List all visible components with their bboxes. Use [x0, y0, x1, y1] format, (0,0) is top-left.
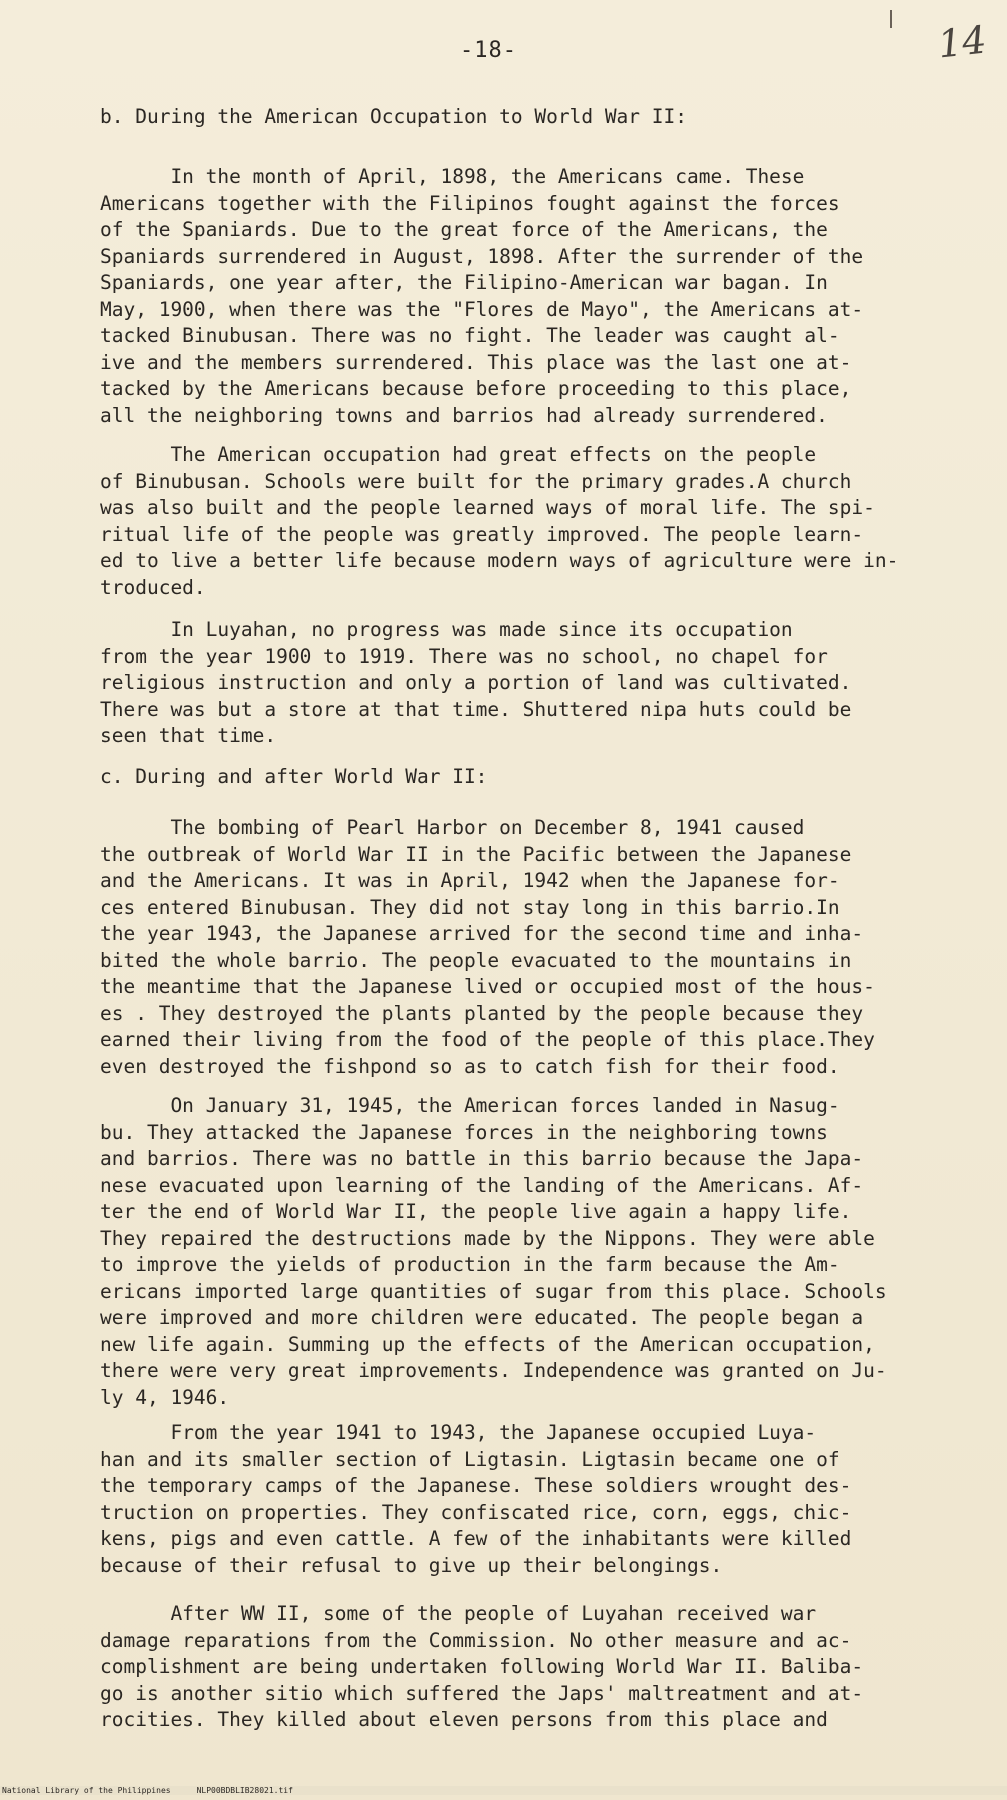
text-line: troduced.	[100, 575, 206, 599]
text-line: truction on properties. They confiscated rice, corn, eggs, chic-	[100, 1500, 852, 1524]
text-line: tacked by the Americans because before proceeding to this place,	[100, 377, 852, 400]
text-line: They repaired the destructions made by the Nippons. They were able	[100, 1226, 875, 1250]
text-line: kens, pigs and even cattle. A few of the inhabitants were killed	[100, 1527, 852, 1550]
text-line: go is another sitio which suffered the Japs' maltreatment and at-	[100, 1681, 864, 1705]
paragraph-american-landing	[100, 1093, 930, 1411]
text-line: to improve the yields of production in the farm because the Am-	[100, 1253, 840, 1276]
handwritten-page-annotation: 14	[935, 17, 989, 67]
margin-mark	[890, 10, 892, 28]
text-line: new life again. Summing up the effects of the American occupation,	[100, 1332, 875, 1356]
footer-file-id: NLP00BDBLIB28021.tif	[196, 1786, 293, 1795]
text-line: han and its smaller section of Ligtasin. Ligtasin became one of	[100, 1447, 840, 1471]
text-line: the year 1943, the Japanese arrived for the second time and inha-	[100, 922, 864, 945]
text-line: bu. They attacked the Japanese forces in the neighboring towns	[100, 1120, 828, 1144]
text-line: There was but a store at that time. Shuttered nipa huts could be	[100, 697, 852, 721]
page-number: -18-	[460, 38, 517, 63]
text-line: ritual life of the people was greatly improved. The people learn-	[100, 522, 864, 546]
paragraph-american-arrival	[100, 164, 930, 429]
text-line: In the month of April, 1898, the Americans came. These	[100, 165, 805, 188]
text-line: In Luyahan, no progress was made since its occupation	[100, 618, 793, 641]
text-line: and barrios. There was no battle in this barrio because the Japa-	[100, 1147, 864, 1170]
text-line: the temporary camps of the Japanese. These soldiers wrought des-	[100, 1474, 852, 1497]
text-line: On January 31, 1945, the American forces landed in Nasug-	[100, 1094, 840, 1117]
text-line: The bombing of Pearl Harbor on December 8, 1941 caused	[100, 816, 805, 839]
text-line: From the year 1941 to 1943, the Japanese occupied Luya-	[100, 1421, 817, 1444]
text-line: of Binubusan. Schools were built for the primary grades.A church	[100, 469, 852, 493]
text-line: ter the end of World War II, the people live again a happy life.	[100, 1200, 852, 1223]
text-line: were improved and more children were educated. The people began a	[100, 1306, 864, 1329]
text-line: ly 4, 1946.	[100, 1385, 230, 1409]
text-line: Spaniards surrendered in August, 1898. After the surrender of the	[100, 244, 864, 268]
text-line: from the year 1900 to 1919. There was no school, no chapel for	[100, 644, 828, 668]
section-heading-c: c. During and after World War II:	[100, 765, 488, 788]
text-line: bited the whole barrio. The people evacuated to the mountains in	[100, 948, 852, 972]
paragraph-luyahan-progress	[100, 617, 930, 750]
text-line: ces entered Binubusan. They did not stay long in this barrio.In	[100, 895, 840, 919]
text-line: of the Spaniards. Due to the great force of the Americans, the	[100, 218, 828, 241]
text-line: all the neighboring towns and barrios had already surrendered.	[100, 403, 828, 427]
text-line: the outbreak of World War II in the Pacific between the Japanese	[100, 842, 852, 866]
paragraph-pearl-harbor	[100, 815, 930, 1080]
text-line: damage reparations from the Commission. No other measure and ac-	[100, 1628, 852, 1652]
scan-footer	[0, 1786, 1007, 1795]
text-line: was also built and the people learned ways of moral life. The spi-	[100, 496, 875, 519]
text-line: es . They destroyed the plants planted by the people because they	[100, 1001, 864, 1025]
text-line: because of their refusal to give up their belongings.	[100, 1553, 723, 1577]
paragraph-occupation-effects	[100, 442, 930, 601]
text-line: the meantime that the Japanese lived or occupied most of the hous-	[100, 975, 875, 998]
text-line: ive and the members surrendered. This place was the last one at-	[100, 350, 852, 374]
text-line: Americans together with the Filipinos fought against the forces	[100, 191, 840, 215]
text-line: rocities. They killed about eleven persons from this place and	[100, 1708, 828, 1731]
text-line: there were very great improvements. Independence was granted on Ju-	[100, 1359, 887, 1382]
paragraph-war-damage	[100, 1601, 930, 1734]
text-line: and the Americans. It was in April, 1942 when the Japanese for-	[100, 869, 840, 892]
section-heading-b: b. During the American Occupation to World War II:	[100, 105, 687, 128]
paragraph-japanese-occupation-luyahan	[100, 1420, 930, 1579]
footer-library: National Library of the Philippines	[2, 1786, 171, 1795]
text-line: nese evacuated upon learning of the landing of the Americans. Af-	[100, 1173, 864, 1197]
text-line: The American occupation had great effects on the people	[100, 443, 817, 466]
text-line: even destroyed the fishpond so as to catch fish for their food.	[100, 1054, 840, 1078]
text-line: May, 1900, when there was the "Flores de Mayo", the Americans at-	[100, 297, 864, 321]
text-line: ericans imported large quantities of sugar from this place. Schools	[100, 1279, 887, 1303]
text-line: earned their living from the food of the people of this place.They	[100, 1028, 875, 1051]
text-line: complishment are being undertaken following World War II. Baliba-	[100, 1655, 864, 1678]
text-line: tacked Binubusan. There was no fight. The leader was caught al-	[100, 324, 840, 347]
text-line: ed to live a better life because modern ways of agriculture were in-	[100, 549, 899, 572]
text-line: seen that time.	[100, 724, 277, 747]
text-line: religious instruction and only a portion of land was cultivated.	[100, 671, 852, 694]
text-line: Spaniards, one year after, the Filipino-American war bagan. In	[100, 271, 828, 294]
text-line: After WW II, some of the people of Luyahan received war	[100, 1602, 817, 1625]
